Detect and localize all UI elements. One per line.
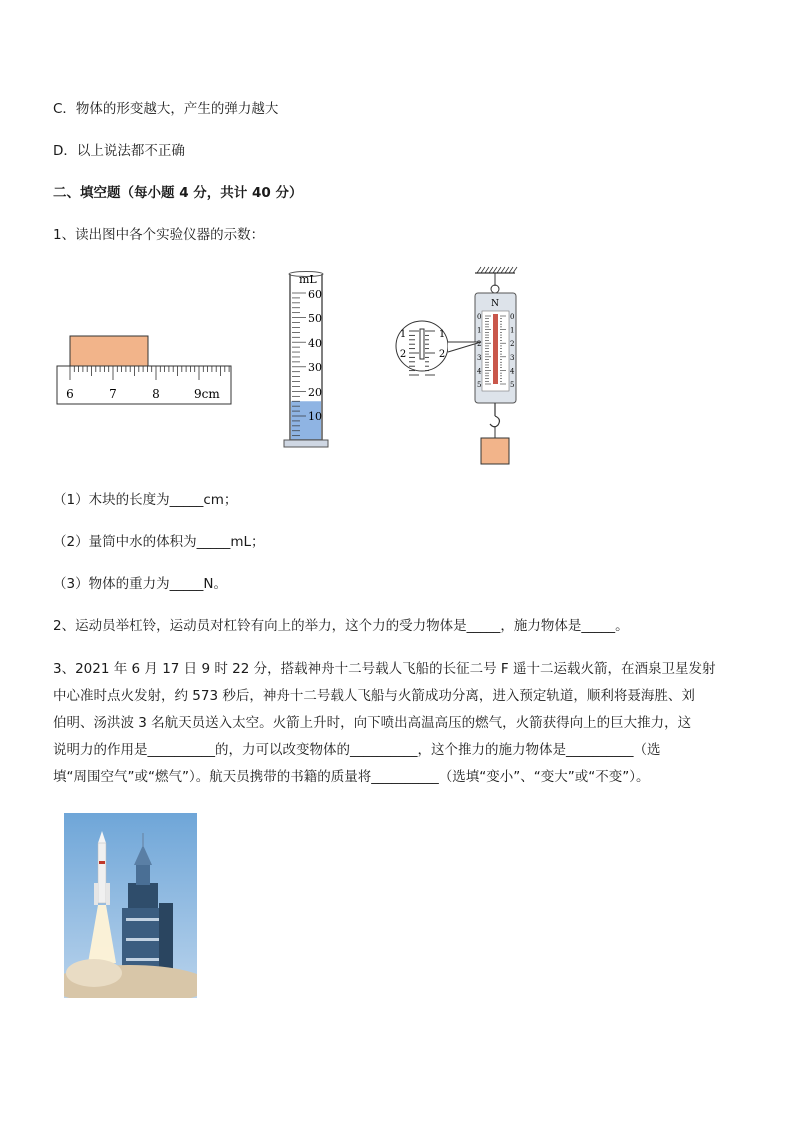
cylinder-label-50: 50 xyxy=(308,312,322,325)
spring-scale-figure xyxy=(385,266,530,468)
cylinder-unit: mL xyxy=(299,273,317,286)
scale-left-label: 5 xyxy=(477,381,482,389)
q1-stem: 1、读出图中各个实验仪器的示数： xyxy=(53,227,265,243)
q3-line-3: 伯明、汤洪波 3 名航天员送入太空。火箭上升时，向下喷出高温高压的燃气，火箭获得向上的巨大推力，这 xyxy=(53,715,692,731)
cylinder-figure xyxy=(282,270,332,452)
cylinder-label-20: 20 xyxy=(308,386,322,399)
zoom-label-left-1: 1 xyxy=(399,329,407,340)
top-ring xyxy=(491,285,499,293)
ceiling-hatch-line xyxy=(501,267,505,273)
ceiling-hatch-line xyxy=(485,267,489,273)
ceiling-hatch-line xyxy=(493,267,497,273)
cylinder-label-60: 60 xyxy=(308,288,322,301)
zoom-label-right-2: 2 xyxy=(438,349,446,360)
scale-left-label: 4 xyxy=(477,367,482,376)
ceiling-hatch-line xyxy=(477,267,481,273)
scale-right-label: 1 xyxy=(510,326,515,335)
zoom-label-left-2: 2 xyxy=(399,349,407,360)
ruler-label-6: 6 xyxy=(66,387,74,401)
ceiling-hatch-line xyxy=(513,267,517,273)
zoom-label-right-1: 1 xyxy=(438,329,446,340)
ceiling-hatch-line xyxy=(497,267,501,273)
ruler-label-7: 7 xyxy=(109,387,117,401)
ceiling-hatch-line xyxy=(509,267,513,273)
scale-right-label: 5 xyxy=(510,381,515,389)
q3-line-5: 填“周围空气”或“燃气”）。航天员携带的书籍的质量将__________（选填“变小”、“变大”或“不变”）。 xyxy=(53,769,650,785)
wood-block xyxy=(70,336,148,366)
hanging-weight xyxy=(481,438,509,464)
q1-sub2: （2）量筒中水的体积为_____mL； xyxy=(53,534,265,550)
rocket-launch-photo xyxy=(64,813,197,998)
cylinder-label-40: 40 xyxy=(308,337,322,350)
scale-unit: N xyxy=(491,299,499,309)
ruler-label-8: 8 xyxy=(152,387,160,401)
q3-line-1: 3、2021 年 6 月 17 日 9 时 22 分，搭载神舟十二号载人飞船的长征二号 F 遥十二运载火箭，在酒泉卫星发射 xyxy=(53,661,716,677)
ceiling-hatch-line xyxy=(489,267,493,273)
option-c: C．物体的形变越大，产生的弹力越大 xyxy=(53,101,279,117)
q1-sub1: （1）木块的长度为_____cm； xyxy=(53,492,238,508)
q1-sub3: （3）物体的重力为_____N。 xyxy=(53,576,227,592)
scale-right-label: 3 xyxy=(510,353,515,362)
ruler-figure xyxy=(52,330,238,410)
scale-right-label: 2 xyxy=(510,340,515,349)
scale-left-label: 3 xyxy=(477,353,482,362)
section-heading: 二、填空题（每小题 4 分，共计 40 分） xyxy=(53,185,303,201)
ruler-label-9cm: 9cm xyxy=(194,387,220,401)
scale-right-label: 4 xyxy=(510,367,515,376)
ceiling-hatch-line xyxy=(481,267,485,273)
scale-left-label: 2 xyxy=(477,340,482,349)
q3-paragraph xyxy=(53,656,753,791)
q3-line-2: 中心准时点火发射，约 573 秒后，神舟十二号载人飞船与火箭成功分离，进入预定轨道，顺利将聂海胜、刘 xyxy=(53,688,695,704)
cylinder-base xyxy=(284,440,328,447)
q2-text: 2、运动员举杠铃，运动员对杠铃有向上的举力，这个力的受力物体是_____，施力物体是_____。 xyxy=(53,618,629,634)
scale-indicator xyxy=(493,314,498,384)
scale-right-label: 0 xyxy=(510,313,515,321)
ceiling-hatch-line xyxy=(505,267,509,273)
scale-left-label: 1 xyxy=(477,326,482,335)
cylinder-label-10: 10 xyxy=(308,410,322,423)
q3-line-4: 说明力的作用是__________的，力可以改变物体的__________，这个推力的施力物体是__________（选 xyxy=(53,742,661,758)
hook-icon xyxy=(490,416,499,427)
cylinder-label-30: 30 xyxy=(308,361,322,374)
option-d: D．以上说法都不正确 xyxy=(53,143,185,159)
scale-left-label: 0 xyxy=(477,313,482,321)
